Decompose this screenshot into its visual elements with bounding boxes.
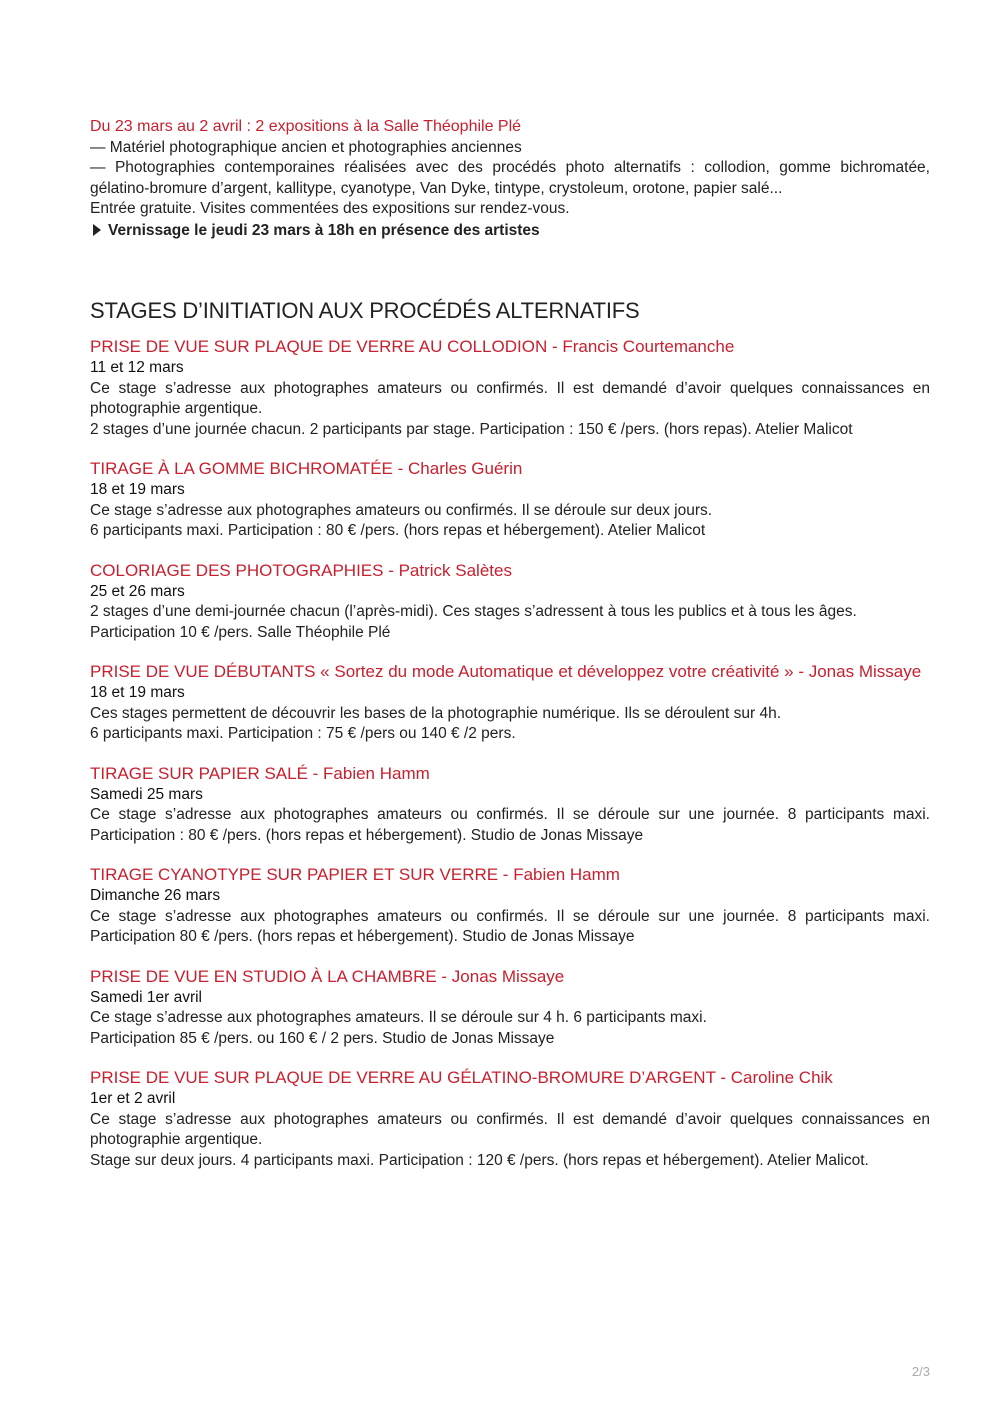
stage-date: 18 et 19 mars (90, 481, 185, 498)
stage-description: 6 participants maxi. Participation : 75 € /pers ou 140 € /2 pers. (90, 725, 516, 742)
stage-item (90, 1067, 930, 1171)
stage-title: TIRAGE CYANOTYPE SUR PAPIER ET SUR VERRE - Fabien Hamm (90, 865, 620, 884)
stage-item (90, 661, 930, 745)
stage-item (90, 336, 930, 440)
stage-date: Samedi 1er avril (90, 988, 202, 1006)
stage-description: 6 participants maxi. Participation : 80 € /pers. (hors repas et hébergement). Atelier Malicot (90, 522, 706, 539)
exhibition-title: Du 23 mars au 2 avril : 2 expositions à la Salle Théophile Plé (90, 118, 522, 135)
stage-item (90, 763, 930, 847)
stage-date: 1er et 2 avril (90, 1090, 176, 1107)
section-title: STAGES D’INITIATION AUX PROCÉDÉS ALTERNATIFS (90, 298, 640, 323)
document-page (90, 117, 930, 1171)
stage-date: Samedi 25 mars (90, 785, 203, 803)
exhibition-line: — Matériel photographique ancien et photographies anciennes (90, 138, 522, 156)
stage-description: Participation 85 € /pers. ou 160 € / 2 pers. Studio de Jonas Missaye (90, 1029, 555, 1047)
stage-description: Ce stage s’adresse aux photographes amateurs ou confirmés. Il se déroule sur une journée. 8 participants maxi. Participation 80 € /pers. (hors repas et hébergement). Studio de Jonas Missaye (90, 907, 930, 945)
stage-item (90, 560, 930, 644)
exhibition-line: — Photographies contemporaines réalisées avec des procédés photo alternatifs : collodion, gomme bichromatée, gélatino-bromure d’argent, kallitype, cyanotype, Van Dyke, tintype, crystoleum, orotone, papier salé... (90, 159, 930, 197)
stage-description: Ce stage s’adresse aux photographes amateurs ou confirmés. Il se déroule sur une journée. 8 participants maxi. Participation : 80 € /pers. (hors repas et hébergement). Studio de Jonas Missaye (90, 806, 930, 844)
exhibition-block (90, 117, 930, 241)
stage-title: TIRAGE À LA GOMME BICHROMATÉE - Charles Guérin (90, 459, 523, 478)
stage-description: 2 stages d’une journée chacun. 2 participants par stage. Participation : 150 € /pers. (hors repas). Atelier Malicot (90, 420, 853, 438)
stage-description: Ce stage s’adresse aux photographes amateurs ou confirmés. Il est demandé d’avoir quelques connaissances en photographie argentique. (90, 379, 930, 417)
stage-description: Ce stage s’adresse aux photographes amateurs. Il se déroule sur 4 h. 6 participants maxi. (90, 1009, 707, 1026)
stage-description: Stage sur deux jours. 4 participants maxi. Participation : 120 € /pers. (hors repas et hébergement). Atelier Malicot. (90, 1151, 869, 1169)
stage-item (90, 966, 930, 1050)
stage-description: 2 stages d’une demi-journée chacun (l’après-midi). Ces stages s’adressent à tous les publics et à tous les âges. (90, 603, 857, 620)
stage-date: 25 et 26 mars (90, 582, 185, 600)
stage-title: PRISE DE VUE SUR PLAQUE DE VERRE AU COLLODION - Francis Courtemanche (90, 337, 735, 356)
stage-item (90, 458, 930, 542)
stage-item (90, 864, 930, 948)
stage-title: COLORIAGE DES PHOTOGRAPHIES - Patrick Salètes (90, 560, 512, 580)
stage-description: Participation 10 € /pers. Salle Théophile Plé (90, 623, 391, 641)
right-triangle-icon (93, 224, 101, 236)
stage-description: Ces stages permettent de découvrir les bases de la photographie numérique. Ils se déroulent sur 4h. (90, 704, 782, 722)
vernissage-text: Vernissage le jeudi 23 mars à 18h en présence des artistes (108, 221, 540, 239)
stage-title: PRISE DE VUE SUR PLAQUE DE VERRE AU GÉLATINO-BROMURE D’ARGENT - Caroline Chik (90, 1068, 833, 1087)
stage-title: PRISE DE VUE DÉBUTANTS « Sortez du mode Automatique et développez votre créativité » - Jonas Missaye (90, 662, 922, 681)
stage-date: 11 et 12 mars (90, 359, 184, 376)
stage-title: PRISE DE VUE EN STUDIO À LA CHAMBRE - Jonas Missaye (90, 966, 565, 986)
stage-date: 18 et 19 mars (90, 684, 185, 701)
stage-title: TIRAGE SUR PAPIER SALÉ - Fabien Hamm (90, 763, 430, 783)
stage-description: Ce stage s’adresse aux photographes amateurs ou confirmés. Il est demandé d’avoir quelques connaissances en photographie argentique. (90, 1110, 930, 1148)
vernissage-line (90, 221, 930, 242)
exhibition-line: Entrée gratuite. Visites commentées des expositions sur rendez-vous. (90, 200, 570, 217)
stage-date: Dimanche 26 mars (90, 887, 221, 904)
page-number: 2/3 (911, 1364, 930, 1379)
stage-description: Ce stage s’adresse aux photographes amateurs ou confirmés. Il se déroule sur deux jours. (90, 501, 713, 519)
